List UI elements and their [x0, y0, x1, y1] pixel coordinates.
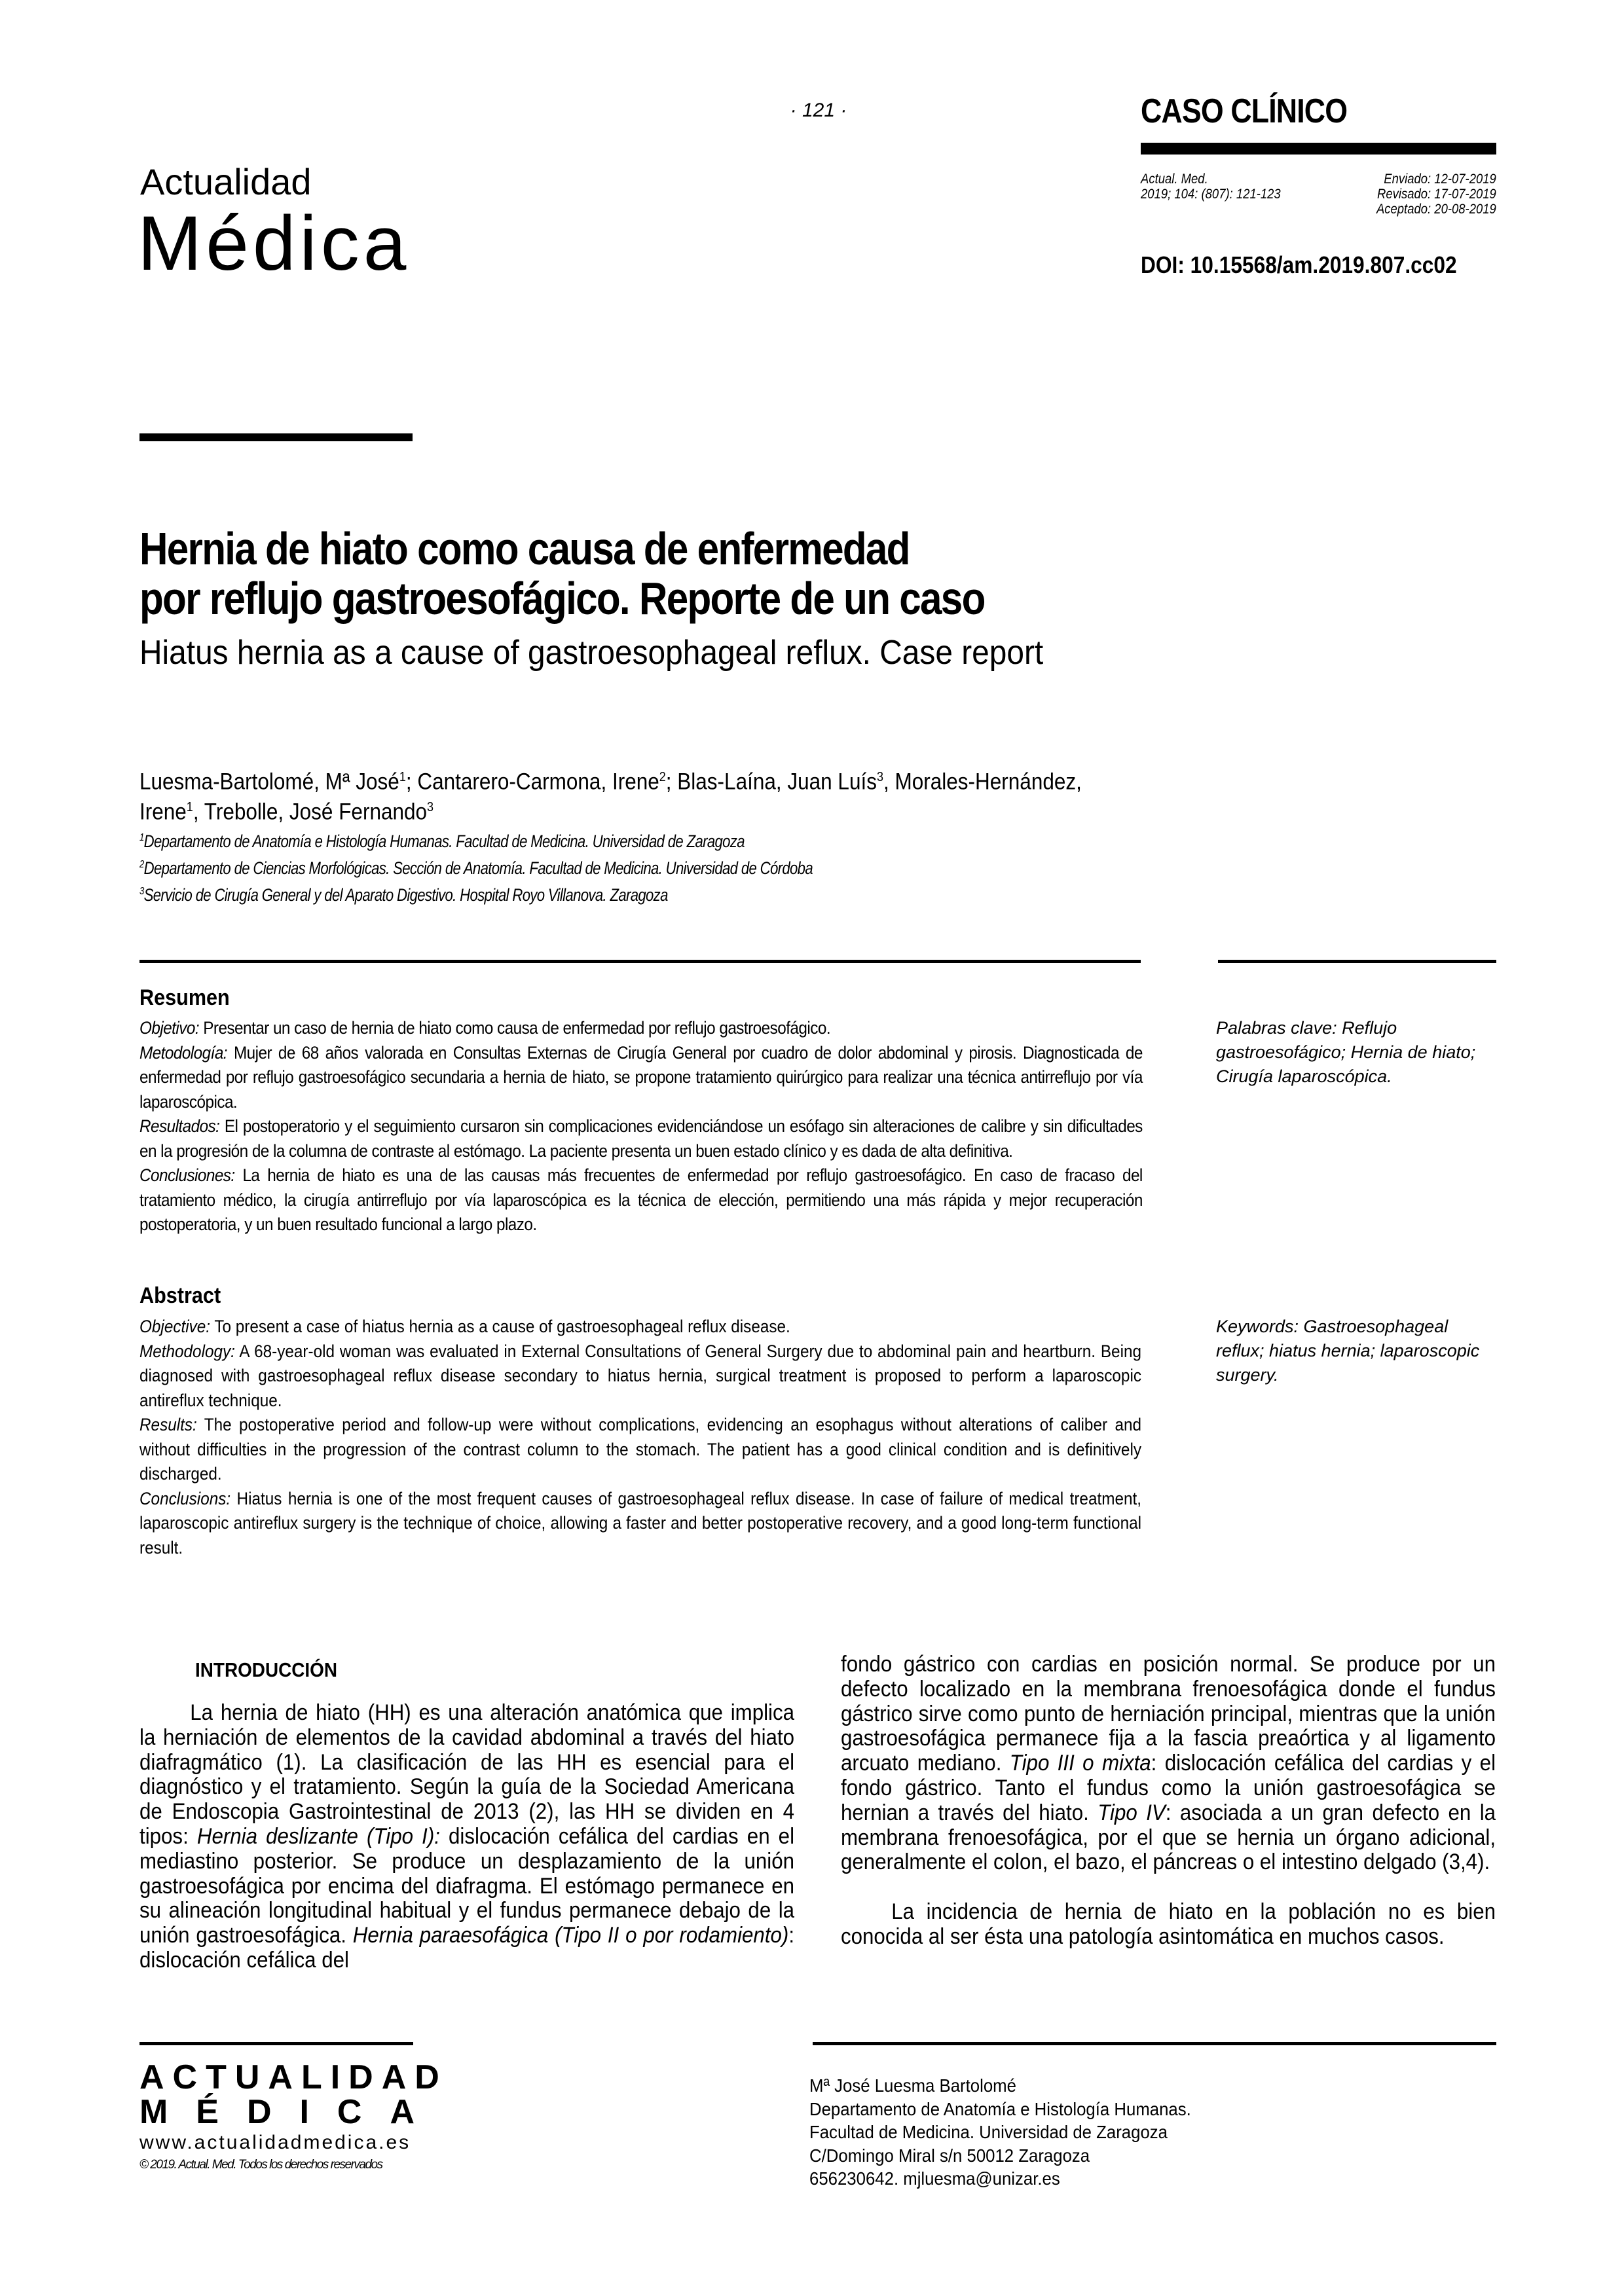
correspondence-block: [809, 2074, 1191, 2191]
author-affil-ref: 3: [876, 770, 883, 784]
author-affil-ref: 2: [659, 770, 666, 784]
section-label: Methodology:: [139, 1341, 235, 1361]
title-line-2: por reflujo gastroesofágico. Reporte de un caso: [139, 573, 985, 624]
author-affil-ref: 1: [399, 770, 406, 784]
author-name: Trebolle, José Fernando: [204, 799, 428, 825]
footer-logo-line-1: ACTUALIDAD: [139, 2058, 448, 2096]
section-label: Objetivo:: [139, 1018, 200, 1038]
resumen-methodology: [139, 1041, 1143, 1115]
author-name: Luesma-Bartolomé, Mª José: [139, 769, 399, 795]
resumen-body: [139, 1016, 1143, 1237]
footer-rule-right: [813, 2042, 1496, 2045]
section-label: Results:: [139, 1415, 197, 1434]
section-text: A 68-year-old woman was evaluated in External Consultations of General Surgery due to abdominal pain and heartburn. Being diagnosed with gastroesophageal reflux disease secondary to hiatus hernia, surgical treatment is proposed to perform a laparoscopic antireflux technique.: [139, 1341, 1141, 1410]
abstract-heading: Abstract: [139, 1283, 221, 1308]
affiliation-list: [139, 826, 1052, 907]
footer-logo-line-2: [139, 2094, 415, 2130]
keywords-top-rule: [1218, 960, 1496, 963]
section-text: Hiatus hernia is one of the most frequent causes of gastroesophageal reflux disease. In case of failure of medical treatment, laparoscopic antireflux surgery is the technique of choice, allowing a faster and better postoperative recovery, and a good long-term functional result.: [139, 1488, 1141, 1558]
contact-department: Departamento de Anatomía e Histología Humanas.: [809, 2098, 1191, 2119]
abstract-results: [139, 1413, 1141, 1487]
dates-block: [1376, 172, 1496, 217]
affiliation-number: 1: [139, 832, 144, 843]
author-affil-ref: 3: [427, 799, 434, 814]
resumen-results: [139, 1114, 1143, 1163]
doi-link[interactable]: DOI: 10.15568/am.2019.807.cc02: [1141, 251, 1457, 278]
text: : asociada a un gran defecto en la membrana frenoesofágica, por el que se hernia un órgano adicional, generalmente el colon, el bazo, el páncreas o el intestino delgado (3,4).: [841, 1800, 1496, 1875]
journal-website-link[interactable]: www.actualidadmedica.es: [139, 2132, 411, 2153]
section-label: Conclusiones:: [139, 1165, 235, 1185]
article-title: [139, 524, 1041, 623]
abstract-objective: [139, 1315, 1141, 1339]
section-text: Mujer de 68 años valorada en Consultas Externas de Cirugía General por cuadro de dolor abdominal y pirosis. Diagnosticada de enfermedad por reflujo gastroesofágico secundaria a hernia de hiato, se propone tratamiento quirúrgico para realizar una técnica antirreflujo por vía laparoscópica.: [139, 1042, 1143, 1112]
affiliation-item: [139, 880, 1052, 907]
date-revised: Revisado: 17-07-2019: [1377, 187, 1496, 202]
affiliation-number: 2: [139, 859, 144, 870]
section-text: Presentar un caso de hernia de hiato como causa de enfermedad por reflujo gastroesofágico.: [199, 1018, 831, 1038]
article-subtitle: Hiatus hernia as a cause of gastroesophageal reflux. Case report: [139, 634, 1044, 672]
logo-letter: C: [337, 2093, 362, 2131]
paragraph: [841, 1652, 1496, 1875]
logo-letter: A: [390, 2093, 415, 2131]
section-label: Conclusions:: [139, 1488, 231, 1508]
introduction-heading: INTRODUCCIÓN: [195, 1658, 337, 1681]
emphasis: Tipo IV: [1098, 1800, 1166, 1825]
citation-journal: Actual. Med.: [1141, 172, 1208, 187]
affiliation-item: [139, 826, 1052, 853]
journal-logo-top: Actualidad: [140, 161, 312, 202]
citation-volume: 2019; 104: (807): 121-123: [1141, 187, 1281, 202]
title-line-1: Hernia de hiato como causa de enfermedad: [139, 523, 910, 574]
footer-rule-left: [139, 2042, 413, 2045]
date-accepted: Aceptado: 20-08-2019: [1376, 202, 1496, 217]
contact-name: Mª José Luesma Bartolomé: [809, 2075, 1016, 2096]
contact-institution: Facultad de Medicina. Universidad de Zaragoza: [809, 2122, 1168, 2142]
resumen-conclusions: [139, 1163, 1143, 1237]
text: fondo gástrico con cardias en posición normal. Se produce por un defecto localizado en la membrana frenoesofágica donde el fundus gástrico sirve como punto de herniación principal, mientras que la unión gastroesofágica permanece fija a la fascia preaórtica y al ligamento arcuato mediano.: [841, 1652, 1496, 1776]
section-divider-bar: [1141, 143, 1496, 155]
resumen-heading: Resumen: [139, 985, 230, 1010]
emphasis: Hernia paraesofágica (Tipo II o por rodamiento): [352, 1923, 789, 1948]
section-text: The postoperative period and follow-up were without complications, evidencing an esophagus without alterations of caliber and without difficulties in the progression of the contrast column to the stomach. The patient has a good clinical condition and is definitively discharged.: [139, 1415, 1141, 1484]
copyright-notice: © 2019. Actual. Med. Todos los derechos reservados: [139, 2158, 382, 2172]
resumen-objective: [139, 1016, 1143, 1041]
paragraph: [139, 1701, 794, 1973]
logo-letter: D: [246, 2093, 272, 2131]
author-separator: ;: [405, 769, 418, 795]
text: La hernia de hiato (HH) es una alteración anatómica que implica la herniación de elementos de la cavidad abdominal a través del hiato diafragmático (1). La clasificación de las HH es esencial para el diagnóstico y el tratamiento. Según la guía de la Sociedad Americana de Endoscopia Gastrointestinal de 2013 (2), las HH se dividen en 4 tipos:: [139, 1700, 795, 1849]
date-sent: Enviado: 12-07-2019: [1384, 172, 1496, 187]
affiliation-number: 3: [139, 886, 144, 897]
abstract-top-rule: [139, 960, 1141, 963]
page-number: · 121 ·: [790, 100, 847, 121]
affiliation-text: Departamento de Anatomía e Histología Humanas. Facultad de Medicina. Universidad de Zaragoza: [143, 831, 745, 851]
logo-letter: M: [139, 2093, 168, 2131]
affiliation-item: [139, 853, 1052, 880]
author-separator: ,: [883, 769, 895, 795]
body-column-right: [841, 1652, 1496, 1950]
author-list: [139, 765, 1082, 824]
author-name: Cantarero-Carmona, Irene: [417, 769, 659, 795]
logo-divider-bar: [139, 433, 413, 441]
section-label: Metodología:: [139, 1042, 228, 1063]
text: : dislocación cefálica del cardias y el fondo gástrico. Tanto el fundus como la unión gastroesofágica se hernian a través del hiato.: [841, 1751, 1496, 1825]
keywords-en: Keywords: Gastroesophageal reflux; hiatus hernia; laparoscopic surgery.: [1216, 1317, 1480, 1385]
section-label: CASO CLÍNICO: [1141, 92, 1348, 130]
keywords-es: Palabras clave: Reflujo gastroesofágico; Hernia de hiato; Cirugía laparoscópica.: [1216, 1018, 1476, 1086]
section-label: Objective:: [139, 1317, 211, 1336]
paragraph: La incidencia de hernia de hiato en la población no es bien conocida al ser ésta una patología asintomática en muchos casos.: [841, 1899, 1496, 1949]
citation-block: [1141, 172, 1281, 202]
section-label: Resultados:: [139, 1116, 220, 1136]
author-name: Blas-Laína, Juan Luís: [677, 769, 877, 795]
contact-address: C/Domingo Miral s/n 50012 Zaragoza: [809, 2145, 1090, 2166]
logo-letter: É: [196, 2093, 219, 2131]
affiliation-text: Departamento de Ciencias Morfológicas. Sección de Anatomía. Facultad de Medicina. Universidad de Córdoba: [143, 858, 813, 878]
author-name: Morales-Hernández, Irene: [139, 769, 1082, 825]
author-affil-ref: 1: [186, 799, 193, 814]
author-separator: ,: [193, 799, 204, 825]
journal-logo-bottom: Médica: [138, 200, 411, 287]
section-text: El postoperatorio y el seguimiento cursaron sin complicaciones evidenciándose un esófago sin alteraciones de calibre y sin dificultades en la progresión de la columna de contraste al estómago. La paciente presenta un buen estado clínico y es dada de alta definitiva.: [139, 1116, 1143, 1161]
contact-phone-email[interactable]: 656230642. mjluesma@unizar.es: [809, 2168, 1060, 2189]
logo-letter: I: [299, 2093, 309, 2131]
abstract-methodology: [139, 1339, 1141, 1413]
section-text: La hernia de hiato es una de las causas más frecuentes de enfermedad por reflujo gastroesofágico. En caso de fracaso del tratamiento médico, la cirugía antirreflujo por vía laparoscópica es la técnica de elección, permitiendo una más rápida y mejor recuperación postoperatoria, y un buen resultado funcional a largo plazo.: [139, 1165, 1143, 1234]
section-text: To present a case of hiatus hernia as a cause of gastroesophageal reflux disease.: [210, 1317, 790, 1336]
affiliation-text: Servicio de Cirugía General y del Aparato Digestivo. Hospital Royo Villanova. Zaragoza: [143, 885, 668, 905]
text: : dislocación cefálica del: [139, 1923, 795, 1973]
author-separator: ;: [665, 769, 678, 795]
abstract-conclusions: [139, 1487, 1141, 1561]
emphasis: Tipo III o mixta: [1009, 1751, 1151, 1776]
abstract-body: [139, 1315, 1141, 1560]
text: dislocación cefálica del cardias en el mediastino posterior. Se produce un desplazamiento de la unión gastroesofágica por encima del diafragma. El estómago permanece en su alineación longitudinal habitual y el fundus permanece debajo de la unión gastroesofágica.: [139, 1823, 795, 1948]
body-column-left: [139, 1701, 794, 1973]
emphasis: Hernia deslizante (Tipo I):: [196, 1823, 440, 1849]
